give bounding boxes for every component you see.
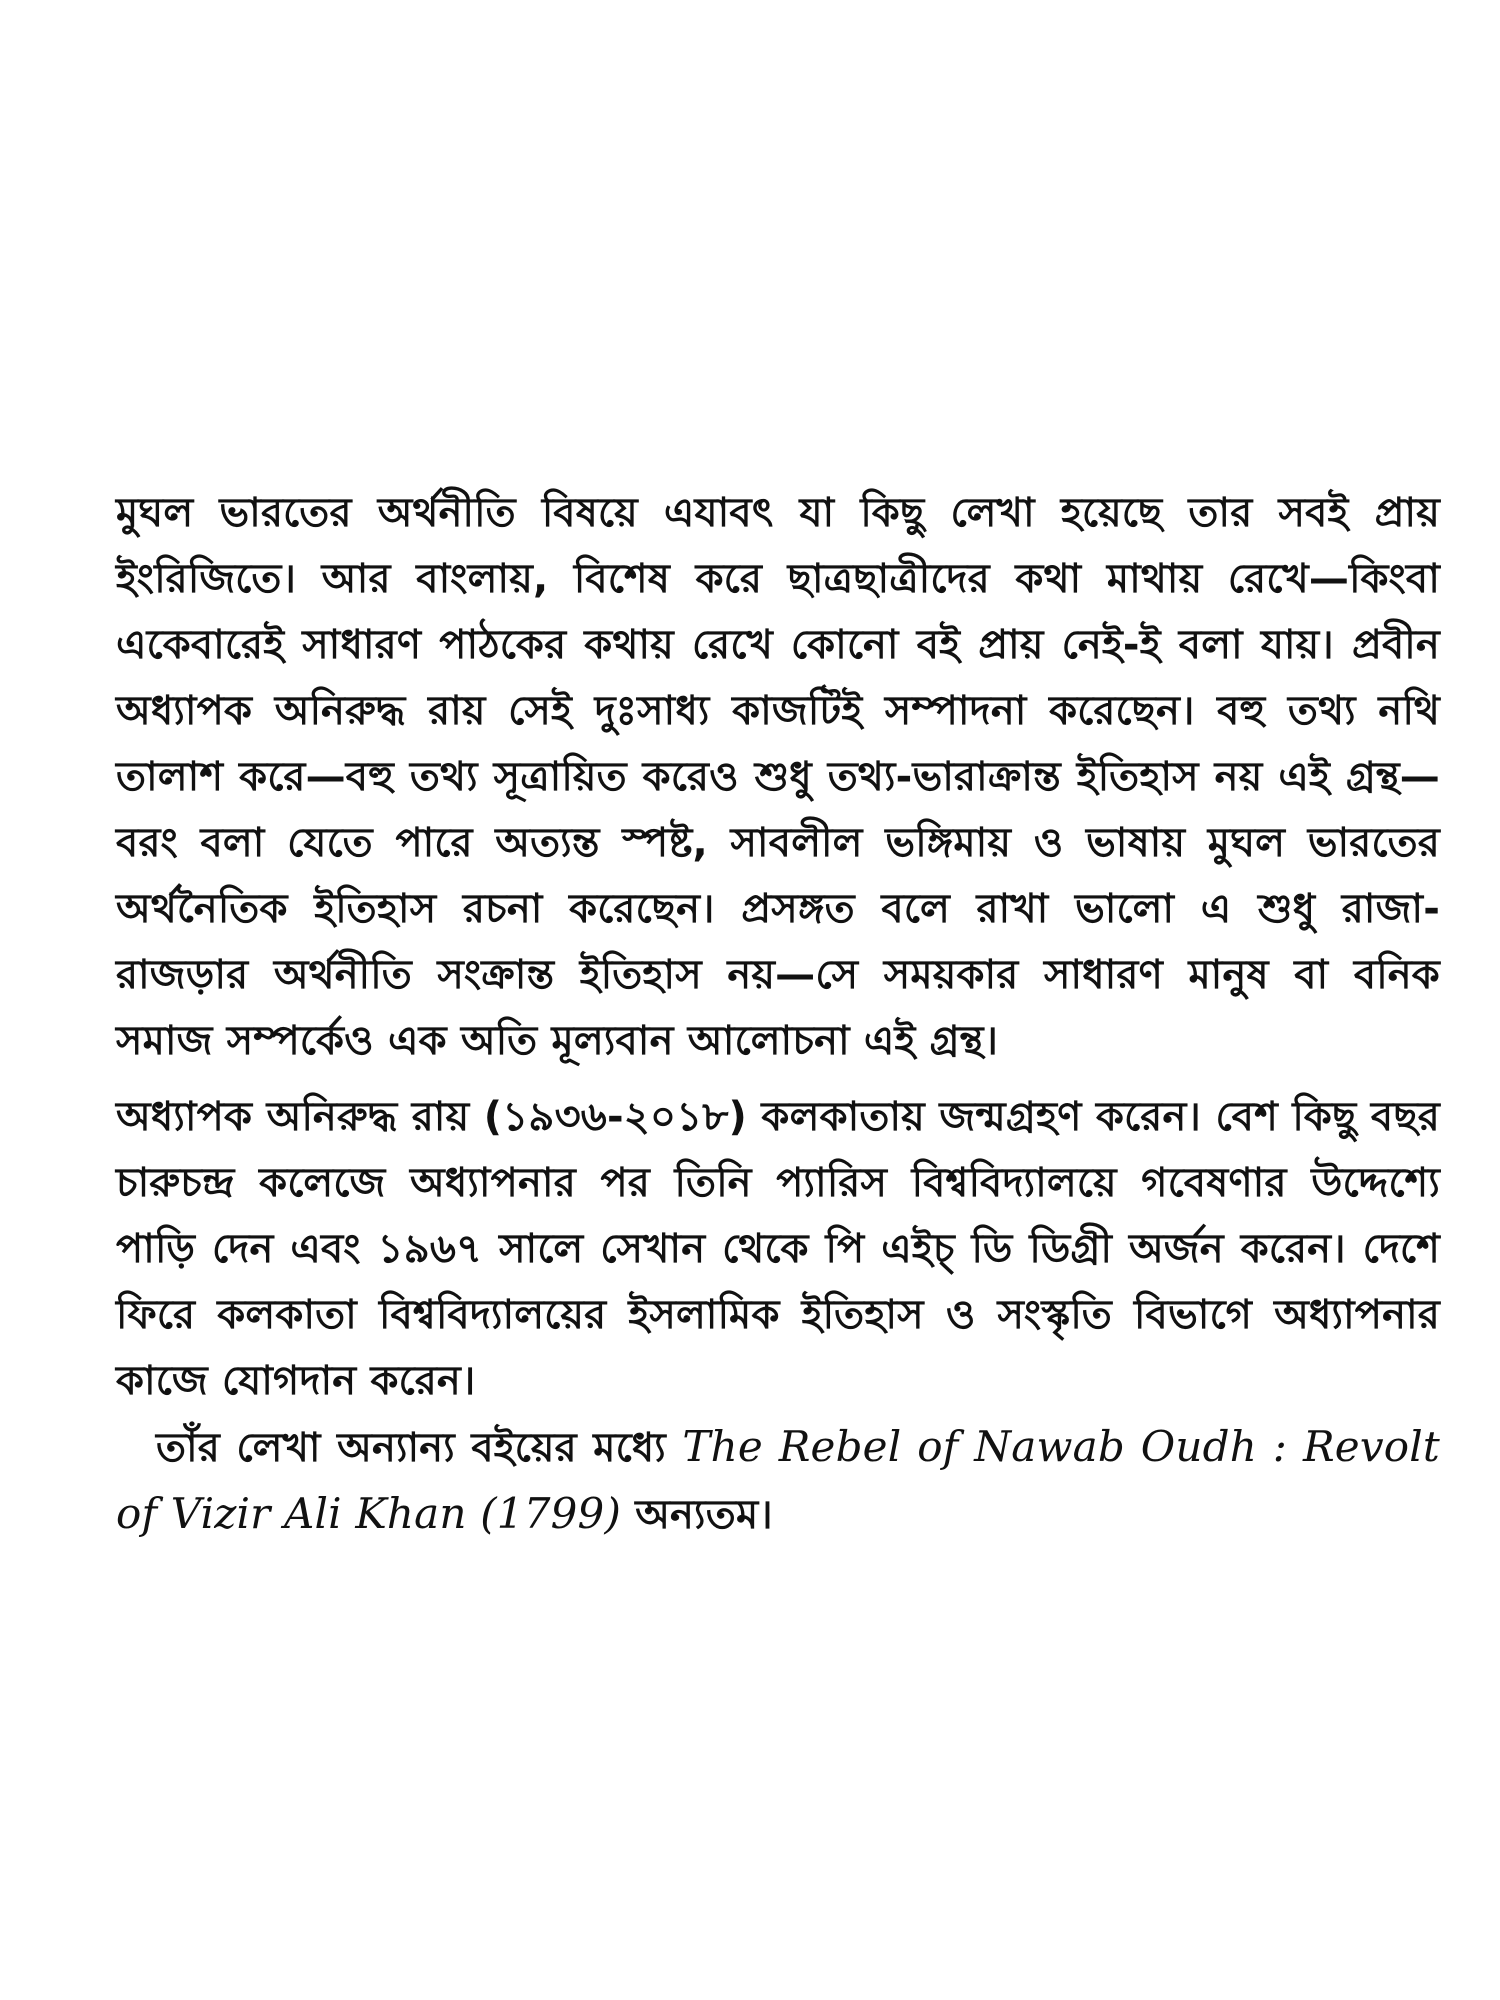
author-bio-section (116, 1084, 1440, 1548)
author-bio-paragraph: অধ্যাপক অনিরুদ্ধ রায় (১৯৩৬-২০১৮) কলকাতায় জন্মগ্রহণ করেন। বেশ কিছু বছর চারুচন্দ্র কলেজে অধ্যাপনার পর তিনি প্যারিস বিশ্ববিদ্যালয়ে গবেষণার উদ্দেশ্যে পাড়ি দেন এবং ১৯৬৭ সালে সেখান থেকে পি এইচ্ ডি ডিগ্রী অর্জন করেন। দেশে ফিরে কলকাতা বিশ্ববিদ্যালয়ের ইসলামিক ইতিহাস ও সংস্কৃতি বিভাগে অধ্যাপনার কাজে যোগদান করেন। (116, 1094, 1440, 1404)
works-suffix: অন্যতম। (635, 1492, 773, 1538)
book-blurb-paragraph: মুঘল ভারতের অর্থনীতি বিষয়ে এযাবৎ যা কিছু লেখা হয়েছে তার সবই প্রায় ইংরিজিতে। আর বাংলায়, বিশেষ করে ছাত্রছাত্রীদের কথা মাথায় রেখে—কিংবা একেবারেই সাধারণ পাঠকের কথায় রেখে কোনো বই প্রায় নেই-ই বলা যায়। প্রবীন অধ্যাপক অনিরুদ্ধ রায় সেই দুঃসাধ্য কাজটিই সম্পাদনা করেছেন। বহু তথ্য নথি তালাশ করে—বহু তথ্য সূত্রায়িত করেও শুধু তথ্য-ভারাক্রান্ত ইতিহাস নয় এই গ্রন্থ—বরং বলা যেতে পারে অত্যন্ত স্পষ্ট, সাবলীল ভঙ্গিমায় ও ভাষায় মুঘল ভারতের অর্থনৈতিক ইতিহাস রচনা করেছেন। প্রসঙ্গত বলে রাখা ভালো এ শুধু রাজা-রাজড়ার অর্থনীতি সংক্রান্ত ইতিহাস নয়—সে সময়কার সাধারণ মানুষ বা বনিক সমাজ সম্পর্কেও এক অতি মূল্যবান আলোচনা এই গ্রন্থ। (116, 490, 1440, 1064)
works-prefix: তাঁর লেখা অন্যান্য বইয়ের মধ্যে (156, 1425, 666, 1471)
book-title-english: The Rebel of Nawab Oudh : Revolt of Vizir Ali Khan (1799) (116, 1422, 1440, 1538)
author-works-paragraph (116, 1414, 1440, 1548)
